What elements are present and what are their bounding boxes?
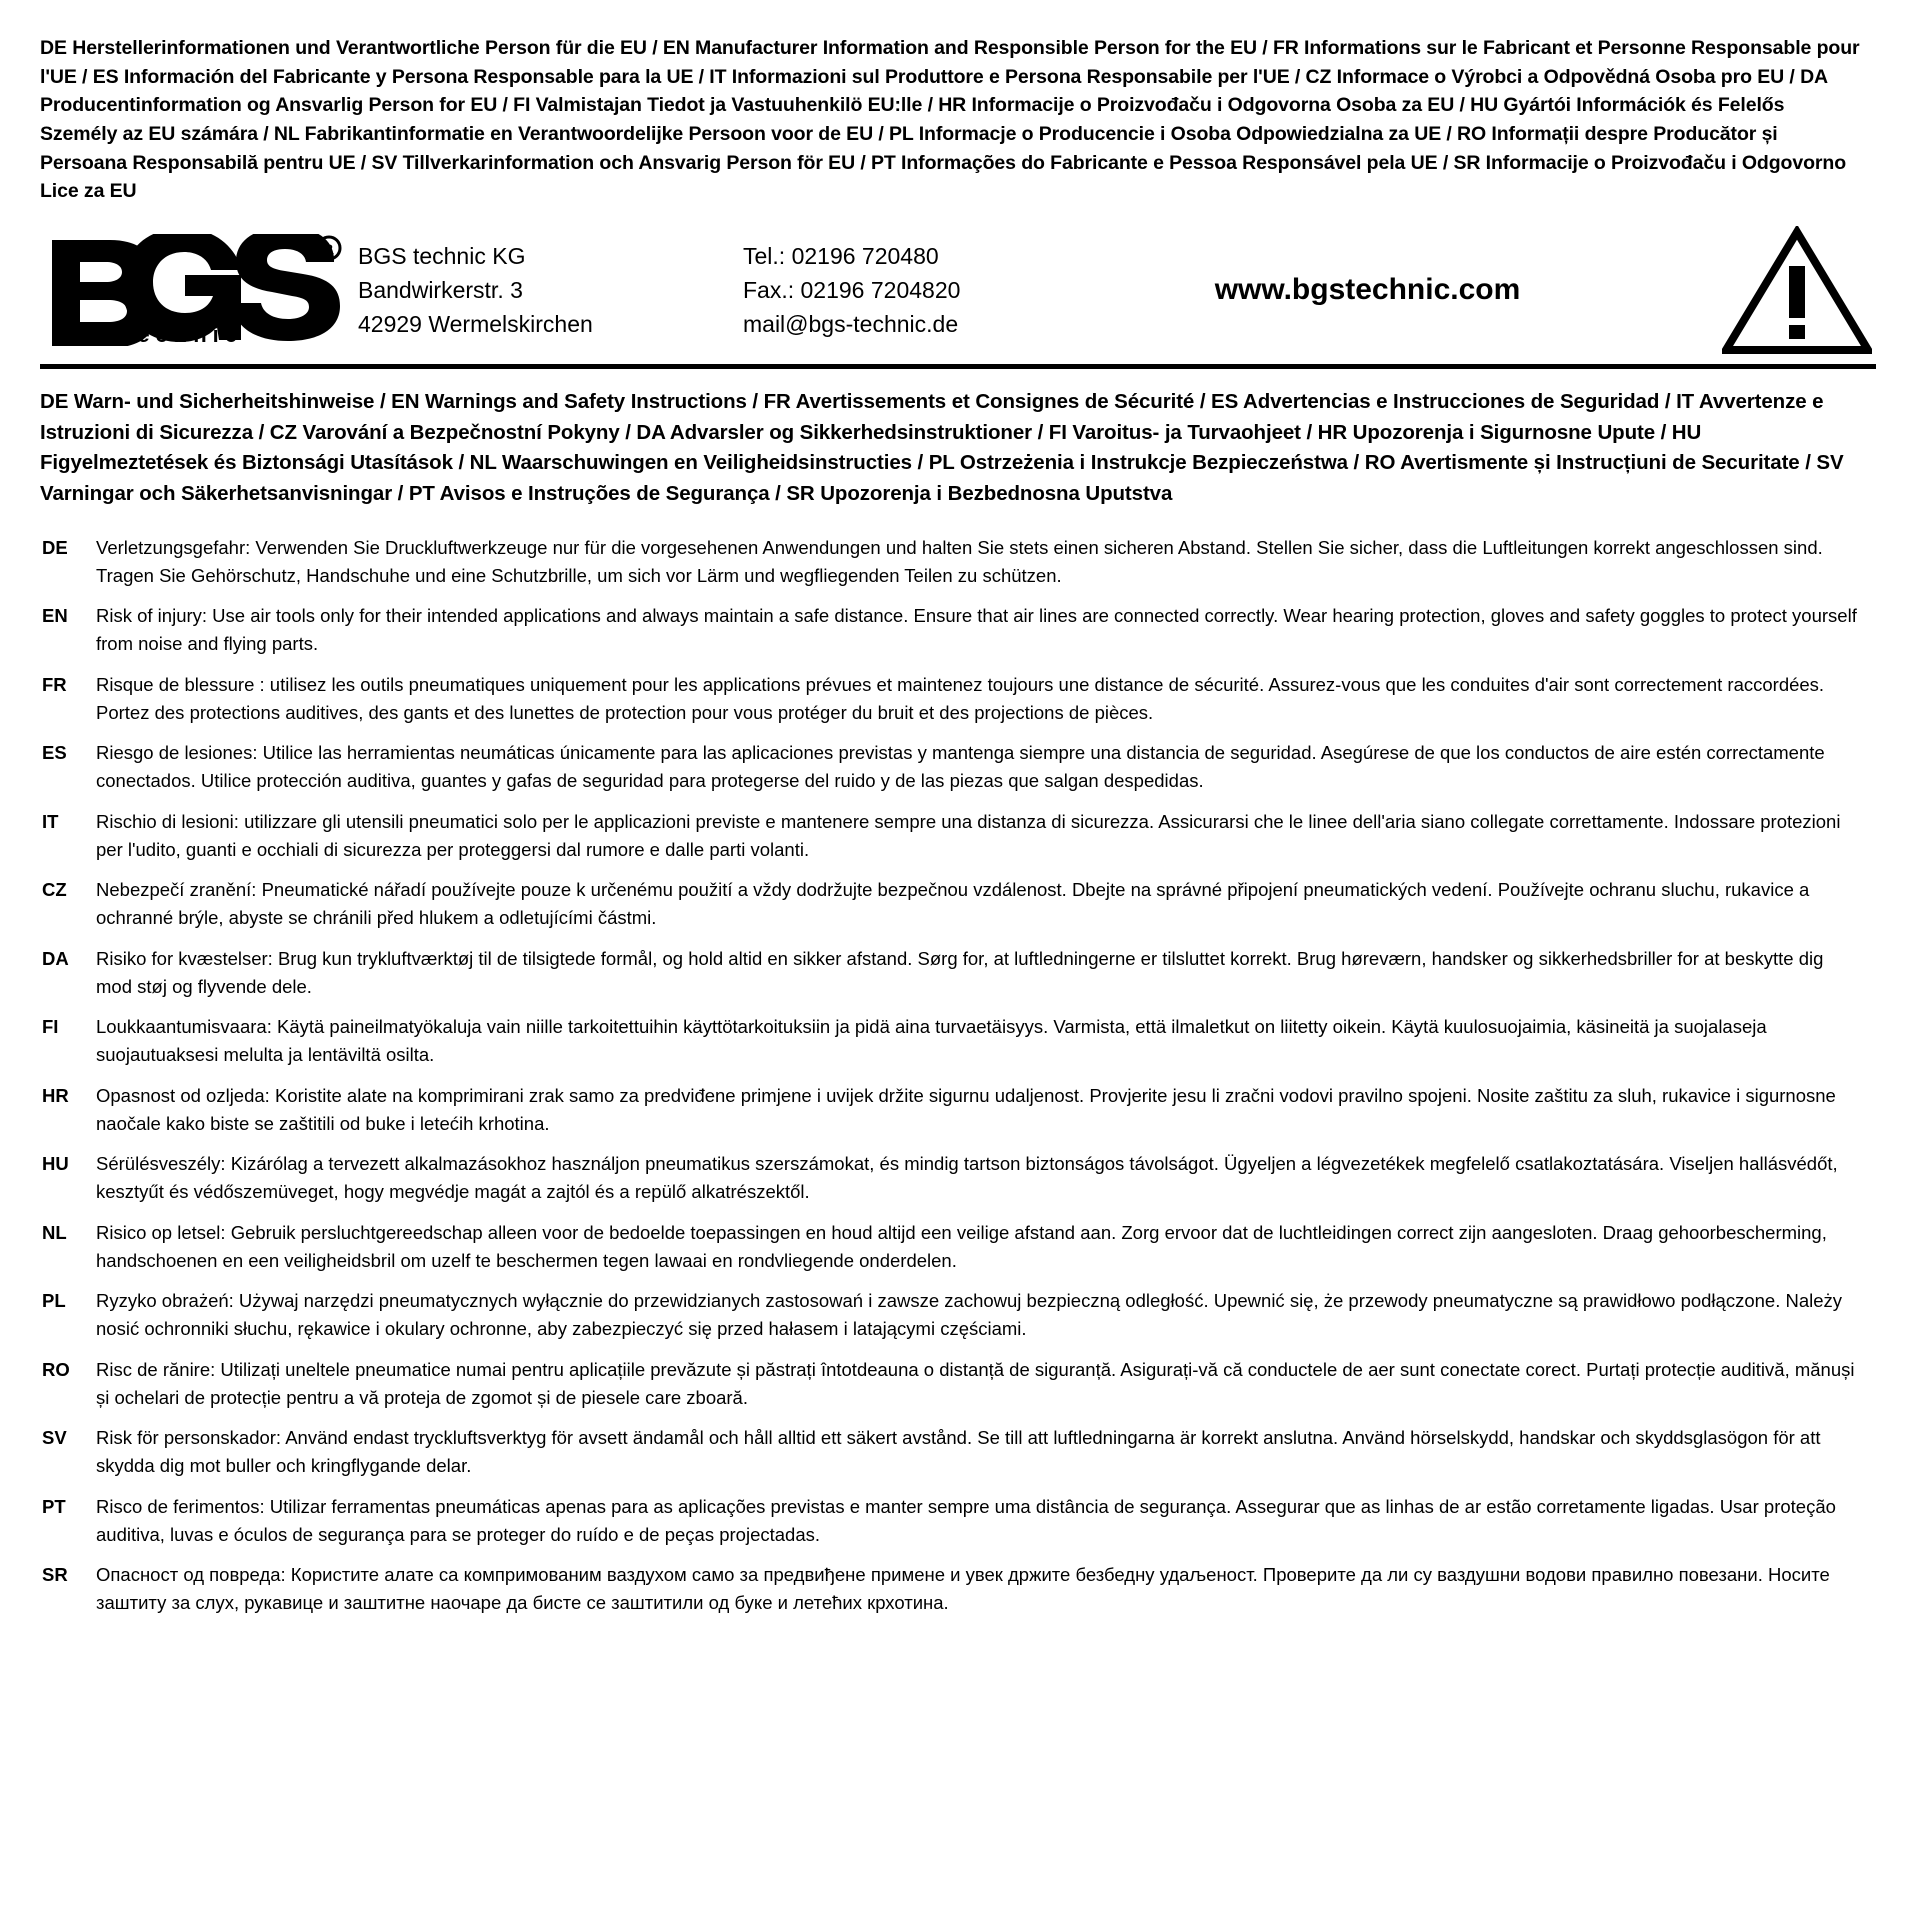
warning-triangle-icon xyxy=(1722,226,1876,354)
warning-row-fi xyxy=(40,1013,1862,1069)
warning-row-ro xyxy=(40,1356,1862,1412)
warning-row-hr xyxy=(40,1082,1862,1138)
warning-row-da xyxy=(40,945,1862,1001)
warning-row-fr xyxy=(40,671,1862,727)
bgs-logo xyxy=(40,234,358,346)
warning-text: Risc de rănire: Utilizați uneltele pneumatice numai pentru aplicațiile prevăzute și păstrați întotdeauna o distanță de siguranță. Asigurați-vă că conductele de aer sunt conectate corect. Purtați protecție auditivă, mănuși și ochelari de protecție pentru a vă proteja de zgomot și de piesele care zboară. xyxy=(96,1358,1855,1408)
company-city: 42929 Wermelskirchen xyxy=(358,310,593,337)
company-header xyxy=(40,220,1876,369)
warning-row-cz xyxy=(40,876,1862,932)
company-name: BGS technic KG xyxy=(358,243,526,270)
language-code: PL xyxy=(42,1290,66,1312)
warning-text: Opasnost od ozljeda: Koristite alate na komprimirani zrak samo za predviđene primjene i uvijek držite sigurnu udaljenost. Provjerite jesu li zračni vodovi pravilno spojeni. Nosite zaštitu za sluh, rukavice i sigurnosne naočale kako biste se zaštitili od buke i letećih krhotina. xyxy=(96,1084,1836,1134)
language-code: ES xyxy=(42,742,67,764)
manufacturer-info-heading: DE Herstellerinformationen und Verantwortliche Person für die EU / EN Manufacturer Information and Responsible Person for the EU / FR Informations sur le Fabricant et Personne Responsable pour l'UE / ES Información del Fabricante y Persona Responsable para la UE / IT Informazioni sul Produttore e Persona Responsabile per l'UE / CZ Informace o Výrobci a Odpovědná Osoba pro EU / DA Producentinformation og Ansvarlig Person for EU / FI Valmistajan Tiedot ja Vastuuhenkilö EU:lle / HR Informacije o Proizvođaču i Odgovorna Osoba za EU / HU Gyártói Információk és Felelős Személy az EU számára / NL Fabrikantinformatie en Verantwoordelijke Persoon voor de EU / PL Informacje o Producencie i Osoba Odpowiedzialna za UE / RO Informații despre Producător și Persoana Responsabilă pentru UE / SV Tillverkarinformation och Ansvarig Person för EU / PT Informações do Fabricante e Pessoa Responsável pela UE / SR Informacije o Proizvođaču i Odgovorno Lice za EU xyxy=(40,37,1860,203)
warning-row-nl xyxy=(40,1219,1862,1275)
language-code: DE xyxy=(42,536,68,558)
language-code: CZ xyxy=(42,879,67,901)
warning-text: Опасност од повреда: Користите алате са компримованим ваздухом само за предвиђене примене и увек држите безбедну удаљеност. Проверите да ли су ваздушни водови правилно повезани. Носите заштиту за слух, рукавице и заштитне наочаре да бисте се заштитили од буке и летећих крхотина. xyxy=(96,1564,1830,1614)
company-fax: Fax.: 02196 7204820 xyxy=(743,277,961,304)
warnings-list xyxy=(40,534,1876,1617)
warning-row-es xyxy=(40,739,1862,795)
warning-row-en xyxy=(40,602,1862,658)
language-code: PT xyxy=(42,1495,66,1517)
warning-row-sr xyxy=(40,1561,1862,1617)
warning-text: Sérülésveszély: Kizárólag a tervezett alkalmazásokhoz használjon pneumatikus szerszámokat, és mindig tartson biztonságos távolságot. Ügyeljen a légvezetékek megfelelő csatlakoztatására. Viseljen hallásvédőt, kesztyűt és védőszemüveget, hogy megvédje magát a zajtól és a repülő alkatrészektől. xyxy=(96,1153,1838,1203)
language-code: DA xyxy=(42,947,69,969)
warning-text: Loukkaantumisvaara: Käytä paineilmatyökaluja vain niille tarkoitettuihin käyttötarkoituksiin ja pidä aina turvaetäisyys. Varmista, että ilmaletkut on liitetty oikein. Käytä kuulosuojaimia, käsineitä ja suojalaseja suojautuaksesi melulta ja lentäviltä osilta. xyxy=(96,1016,1767,1066)
warning-text: Risk för personskador: Använd endast tryckluftsverktyg för avsett ändamål och håll alltid ett säkert avstånd. Se till att luftledningarna är korrekt anslutna. Använd hörselskydd, handskar och skyddsglasögon för att skydda dig mot buller och kringflygande delar. xyxy=(96,1427,1821,1477)
svg-text:R: R xyxy=(323,241,335,258)
language-code: HR xyxy=(42,1084,69,1106)
language-code: FR xyxy=(42,673,67,695)
svg-text:technic: technic xyxy=(124,321,244,346)
warning-text: Ryzyko obrażeń: Używaj narzędzi pneumatycznych wyłącznie do przewidzianych zastosowań i zawsze zachowuj bezpieczną odległość. Upewnić się, że przewody pneumatyczne są prawidłowo podłączone. Należy nosić ochronniki słuchu, rękawice i okulary ochronne, aby zabezpieczyć się przed hałasem i latającymi częściami. xyxy=(96,1290,1843,1340)
language-code: SV xyxy=(42,1427,67,1449)
warning-text: Nebezpečí zranění: Pneumatické nářadí používejte pouze k určenému použití a vždy dodržujte bezpečnou vzdálenost. Dbejte na správné připojení pneumatických vedení. Používejte ochranu sluchu, rukavice a ochranné brýle, abyste se chránili před hlukem a odletujícími částmi. xyxy=(96,879,1810,929)
company-street: Bandwirkerstr. 3 xyxy=(358,277,523,304)
company-website[interactable]: www.bgstechnic.com xyxy=(1214,272,1521,306)
language-code: RO xyxy=(42,1358,70,1380)
language-code: NL xyxy=(42,1221,67,1243)
warning-text: Verletzungsgefahr: Verwenden Sie Druckluftwerkzeuge nur für die vorgesehenen Anwendungen und halten Sie stets einen sicheren Abstand. Stellen Sie sicher, dass die Luftleitungen korrekt angeschlossen sind. Tragen Sie Gehörschutz, Handschuhe und eine Schutzbrille, um sich vor Lärm und wegfliegenden Teilen zu schützen. xyxy=(96,536,1823,586)
company-contact xyxy=(743,238,1043,341)
language-code: HU xyxy=(42,1153,69,1175)
warning-row-hu xyxy=(40,1150,1862,1206)
warning-text: Riesgo de lesiones: Utilice las herramientas neumáticas únicamente para las aplicaciones previstas y mantenga siempre una distancia de seguridad. Asegúrese de que los conductos de aire estén correctamente conectados. Utilice protección auditiva, guantes y gafas de seguridad para protegerse del ruido y de las piezas que salgan despedidas. xyxy=(96,742,1825,792)
warning-text: Risico op letsel: Gebruik persluchtgereedschap alleen voor de bedoelde toepassingen en houd altijd een veilige afstand aan. Zorg ervoor dat de luchtleidingen correct zijn aangesloten. Draag gehoorbescherming, handschoenen en een veiligheidsbril om uzelf te beschermen tegen lawaai en rondvliegende onderdelen. xyxy=(96,1221,1827,1271)
language-code: EN xyxy=(42,605,68,627)
warning-row-pt xyxy=(40,1493,1862,1549)
warning-text: Rischio di lesioni: utilizzare gli utensili pneumatici solo per le applicazioni previste e mantenere sempre una distanza di sicurezza. Assicurarsi che le linee dell'aria siano collegate correttamente. Indossare protezioni per l'udito, guanti e occhiali di sicurezza per proteggersi dal rumore e dalle parti volanti. xyxy=(96,810,1841,860)
company-address xyxy=(358,238,743,341)
warning-row-sv xyxy=(40,1424,1862,1480)
safety-instructions-heading: DE Warn- und Sicherheitshinweise / EN Warnings and Safety Instructions / FR Avertissements et Consignes de Sécurité / ES Advertencias e Instrucciones de Seguridad / IT Avvertenze e Istruzioni di Sicurezza / CZ Varování a Bezpečnostní Pokyny / DA Advarsler og Sikkerhedsinstruktioner / FI Varoitus- ja Turvaohjeet / HR Upozorenja i Sigurnosne Upute / HU Figyelmeztetések és Biztonsági Utasítások / NL Waarschuwingen en Veiligheidsinstructies / PL Ostrzeżenia i Instrukcje Bezpieczeństwa / RO Avertismente și Instrucțiuni de Securitate / SV Varningar och Säkerhetsanvisningar / PT Avisos e Instruções de Segurança / SR Upozorenja i Bezbednosna Uputstva xyxy=(40,389,1844,506)
warning-text: Risk of injury: Use air tools only for their intended applications and always maintain a safe distance. Ensure that air lines are connected correctly. Wear hearing protection, gloves and safety goggles to protect yourself from noise and flying parts. xyxy=(96,605,1857,655)
company-tel: Tel.: 02196 720480 xyxy=(743,243,939,270)
warning-row-pl xyxy=(40,1287,1862,1343)
warning-text: Risco de ferimentos: Utilizar ferramentas pneumáticas apenas para as aplicações previstas e manter sempre uma distância de segurança. Assegurar que as linhas de ar estão corretamente ligadas. Usar proteção auditiva, luvas e óculos de segurança para se proteger do ruído e de peças projectadas. xyxy=(96,1495,1836,1545)
warning-row-de xyxy=(40,534,1862,590)
company-email[interactable]: mail@bgs-technic.de xyxy=(743,310,959,337)
language-code: IT xyxy=(42,810,59,832)
warning-text: Risiko for kvæstelser: Brug kun trykluftværktøj til de tilsigtede formål, og hold altid en sikker afstand. Sørg for, at luftledningerne er tilsluttet korrekt. Brug høreværn, handsker og sikkerhedsbriller for at beskytte dig mod støj og flyvende dele. xyxy=(96,947,1824,997)
language-code: FI xyxy=(42,1016,59,1038)
warning-text: Risque de blessure : utilisez les outils pneumatiques uniquement pour les applications prévues et maintenez toujours une distance de sécurité. Assurez-vous que les conduites d'air sont correctement raccordées. Portez des protections auditives, des gants et des lunettes de protection pour vous protéger du bruit et des projections de pièces. xyxy=(96,673,1825,723)
language-code: SR xyxy=(42,1564,68,1586)
warning-row-it xyxy=(40,808,1862,864)
